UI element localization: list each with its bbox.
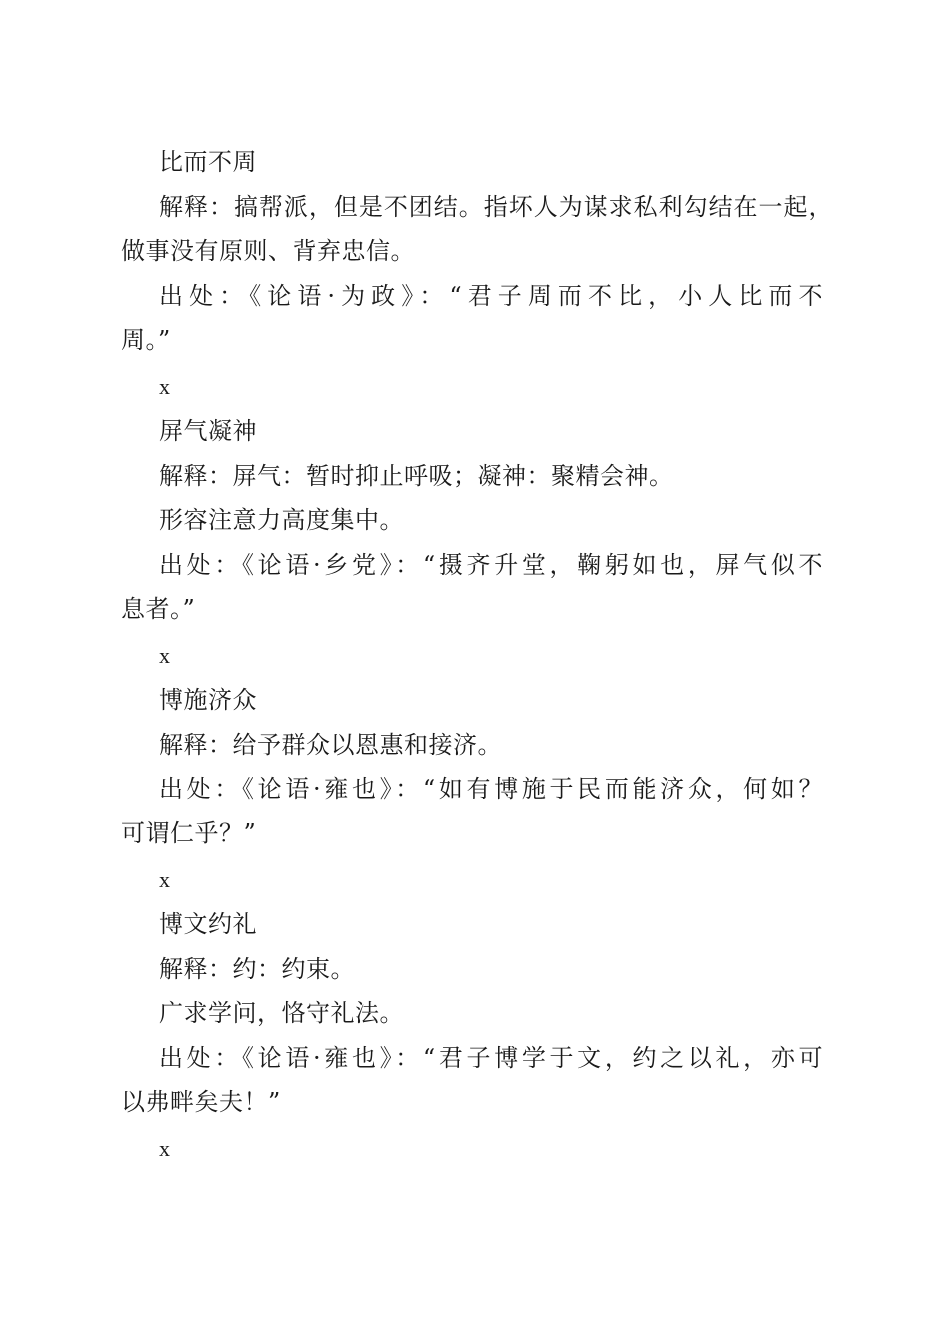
entry-source: 出处：《论语·雍也》：“如有博施于民而能济众，何如？: [159, 775, 823, 803]
entry-separator: x: [159, 1136, 171, 1161]
entry-source: 出处：《论语·雍也》：“君子博学于文，约之以礼，亦可: [159, 1044, 823, 1072]
entry-explanation: 解释：约：约束。: [159, 955, 355, 983]
entry-separator: x: [159, 374, 171, 399]
entry-term: 博施济众: [159, 686, 257, 714]
entry-explanation-continued: 形容注意力高度集中。: [159, 506, 404, 534]
entry-explanation-continued: 做事没有原则、背弃忠信。: [121, 237, 415, 265]
entry-term: 屏气凝神: [159, 417, 257, 445]
entry-source-continued: 周。”: [121, 326, 171, 354]
entry-separator: x: [159, 643, 171, 668]
entry-explanation: 解释：搞帮派，但是不团结。指坏人为谋求私利勾结在一起，: [159, 193, 833, 221]
entry-source-continued: 可谓仁乎？”: [121, 819, 257, 847]
entry-source: 出处：《论语·为政》：“君子周而不比，小人比而不: [159, 282, 823, 310]
entry-source-continued: 息者。”: [121, 595, 196, 623]
entry-term: 博文约礼: [159, 910, 257, 938]
entry-explanation-continued: 广求学问，恪守礼法。: [159, 999, 404, 1027]
entry-source: 出处：《论语·乡党》：“摄齐升堂，鞠躬如也，屏气似不: [159, 551, 823, 579]
entry-term: 比而不周: [159, 148, 257, 176]
entry-source-continued: 以弗畔矣夫！”: [121, 1088, 281, 1116]
entry-explanation: 解释：屏气：暂时抑止呼吸；凝神：聚精会神。: [159, 462, 674, 490]
entry-separator: x: [159, 867, 171, 892]
entry-explanation: 解释：给予群众以恩惠和接济。: [159, 731, 502, 759]
